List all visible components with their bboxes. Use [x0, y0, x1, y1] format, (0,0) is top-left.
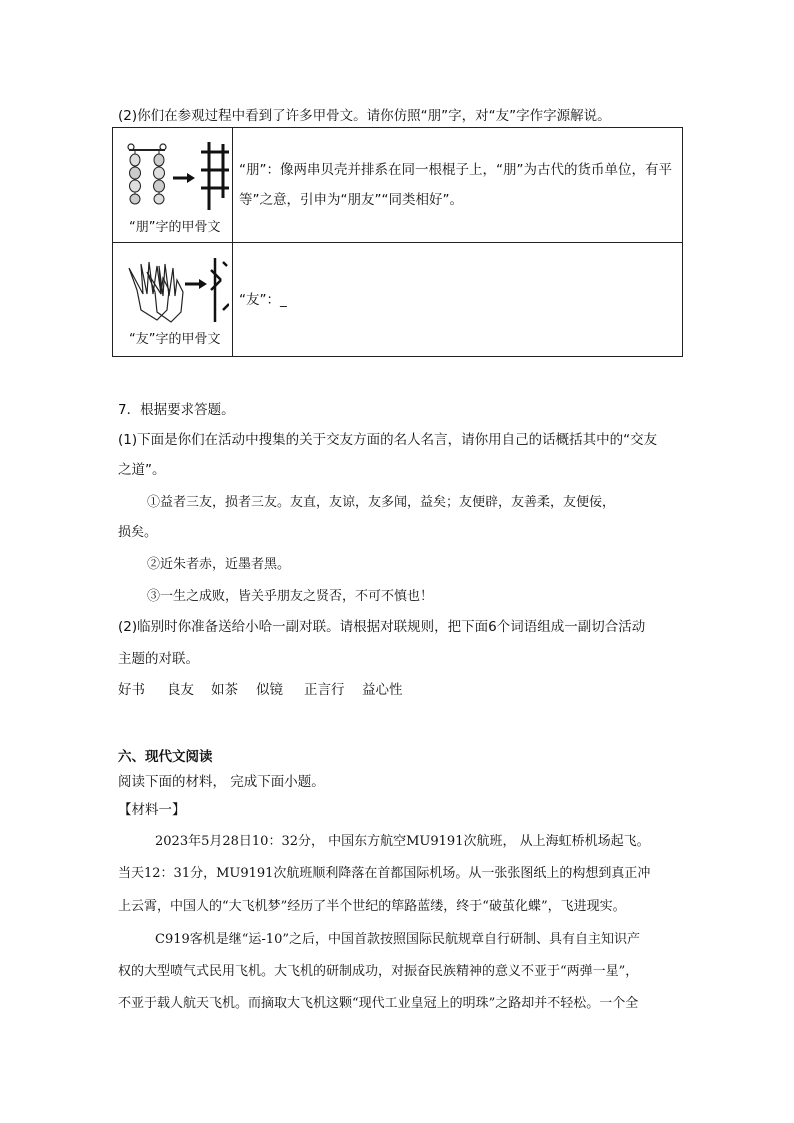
section-6-instruction: 阅读下面的材料， 完成下面小题。 [118, 774, 325, 790]
oracle-bone-table [112, 127, 683, 357]
q6-2-prompt: (2)你们在参观过程中看到了许多甲骨文。请你仿照“朋”字，对“友”字作字源解说。 [118, 108, 611, 124]
q7-part1-line2: 之道”。 [118, 462, 166, 478]
material-1-p2-line1: C919客机是继“运-10”之后，中国首款按照国际民航规章自行研制、具有自主知识产 [155, 932, 640, 947]
q7-part2-line1: (2)临别时你准备送给小哈一副对联。请根据对联规则，把下面6个词语组成一副切合活动 [118, 619, 646, 635]
q7-title: 7．根据要求答题。 [118, 402, 235, 418]
material-1-label: 【材料一】 [118, 802, 186, 818]
table-divider-horizontal [113, 242, 682, 243]
peng-caption: “朋”字的甲骨文 [129, 220, 221, 235]
couplet-word: 良友 [167, 682, 194, 698]
quote-2: ②近朱者赤，近墨者黑。 [147, 557, 291, 572]
material-1-p1-line1: 2023年5月28日10：32分， 中国东方航空MU9191次航班， 从上海虹桥机场起飞。 [155, 834, 650, 849]
quote-1-line2: 损矣。 [118, 525, 158, 540]
you-caption: “友”字的甲骨文 [129, 332, 221, 347]
section-6-heading: 六、现代文阅读 [118, 749, 213, 765]
material-1-p2-line3: 不亚于载人航天飞机。而摘取大飞机这颗“现代工业皇冠上的明珠”之路却并不轻松。一个全 [118, 996, 639, 1011]
you-evolution-drawing [123, 250, 229, 326]
couplet-word: 好书 [118, 682, 145, 698]
couplet-word: 正言行 [304, 682, 345, 698]
quote-3: ③一生之成败，皆关乎朋友之贤否，不可不慎也！ [147, 589, 434, 604]
material-1-p2-line2: 权的大型喷气式民用飞机。大飞机的研制成功，对振奋民族精神的意义不亚于“两弹一星”， [118, 964, 639, 979]
couplet-word: 似镜 [256, 682, 283, 698]
peng-explanation-line1: “朋”：像两串贝壳并排系在同一根棍子上，“朋”为古代的货币单位，有平 [239, 162, 672, 178]
quote-1-line1: ①益者三友，损者三友。友直，友谅，友多闻，益矣；友便辟，友善柔，友便佞， [147, 495, 616, 510]
q7-part2-line2: 主题的对联。 [118, 651, 199, 667]
peng-oracle-illustration [123, 138, 229, 214]
couplet-word: 益心性 [362, 682, 403, 698]
you-explanation: “友”：_ [239, 292, 287, 308]
you-oracle-illustration [123, 250, 229, 326]
material-1-p1-line3: 上云霄，中国人的“大飞机梦”经历了半个世纪的筚路蓝缕，终于“破茧化蝶”，飞进现实。 [118, 899, 626, 914]
q7-part1-line1: (1)下面是你们在活动中搜集的关于交友方面的名人名言，请你用自己的话概括其中的“交友 [118, 432, 658, 448]
couplet-word: 如茶 [211, 682, 238, 698]
peng-evolution-drawing [123, 138, 229, 214]
peng-explanation-line2: 等”之意，引申为“朋友”“同类相好”。 [239, 192, 463, 208]
material-1-p1-line2: 当天12：31分，MU9191次航班顺利降落在首都国际机场。从一张张图纸上的构想到真正冲 [118, 866, 651, 881]
